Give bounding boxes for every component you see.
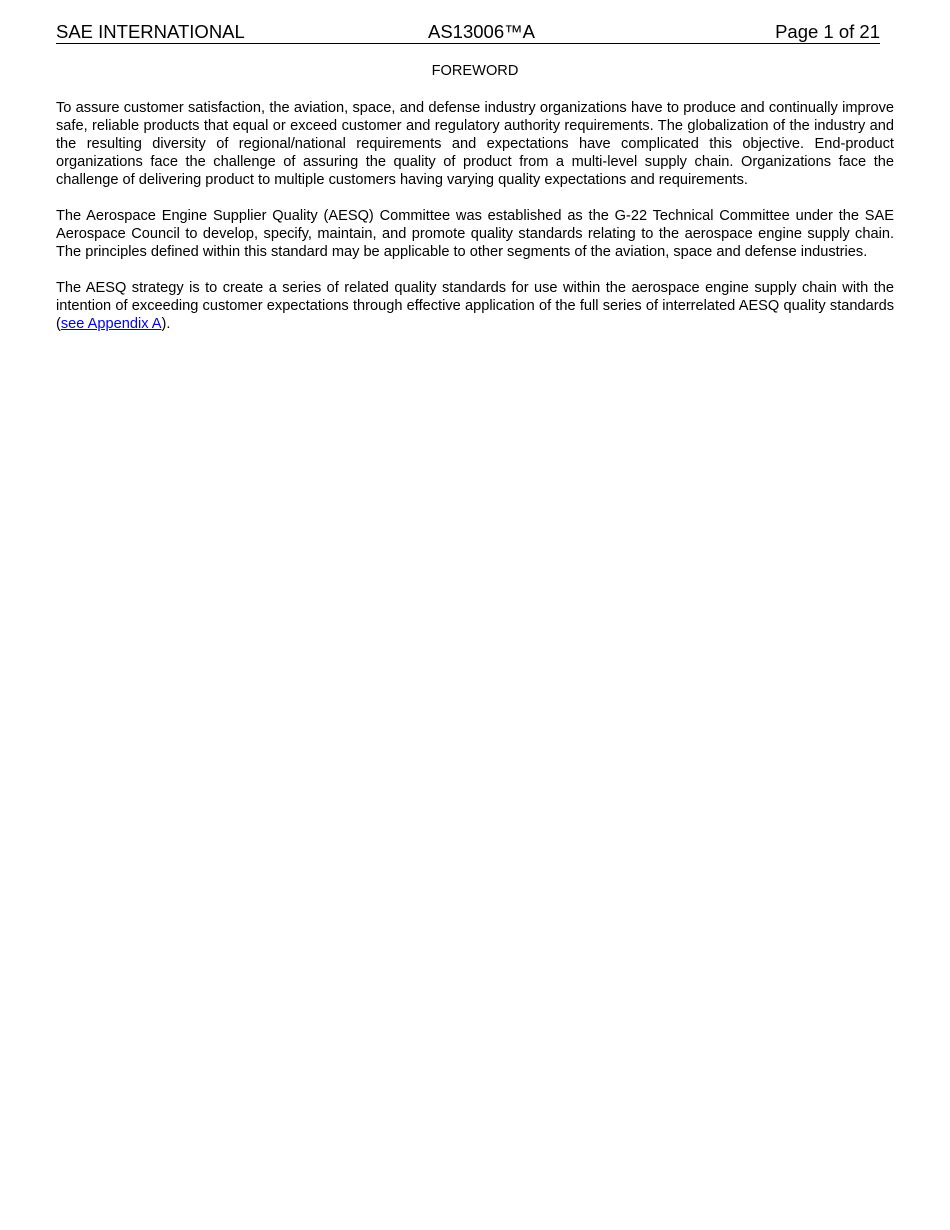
paragraph-2: The Aerospace Engine Supplier Quality (AESQ) Committee was established as the G-22 Technical Committee under the SAE Aerospace Council to develop, specify, maintain, and promote quality standards relating to the aerospace engine supply chain. The principles defined within this standard may be applicable to other segments of the aviation, space and defense industries. [56,208,894,260]
header-organization: SAE INTERNATIONAL [56,21,245,42]
paragraph-3-text: The AESQ strategy is to create a series of related quality standards for use within the aerospace engine supply chain with the intention of exceeding customer expectations through effective application of the full series of interrelated AESQ quality standards ( [56,280,894,332]
paragraph-1: To assure customer satisfaction, the aviation, space, and defense industry organizations have to produce and continually improve safe, reliable products that equal or exceed customer and regulatory authority requirements. The globalization of the industry and the resulting diversity of regional/national requirements and expectations have complicated this objective. End-product organizations face the challenge of assuring the quality of product from a multi-level supply chain. Organizations face the challenge of delivering product to multiple customers having varying quality expectations and requirements. [56,100,894,188]
header-document-id: AS13006™A [428,21,535,42]
paragraph-3 [56,279,894,333]
document-body [56,99,894,351]
appendix-a-link[interactable]: see Appendix A [60,316,162,332]
paragraph-3-end: ). [161,316,171,332]
page-header [56,21,880,44]
header-page-number: Page 1 of 21 [775,21,880,42]
section-title: FOREWORD [431,63,519,79]
